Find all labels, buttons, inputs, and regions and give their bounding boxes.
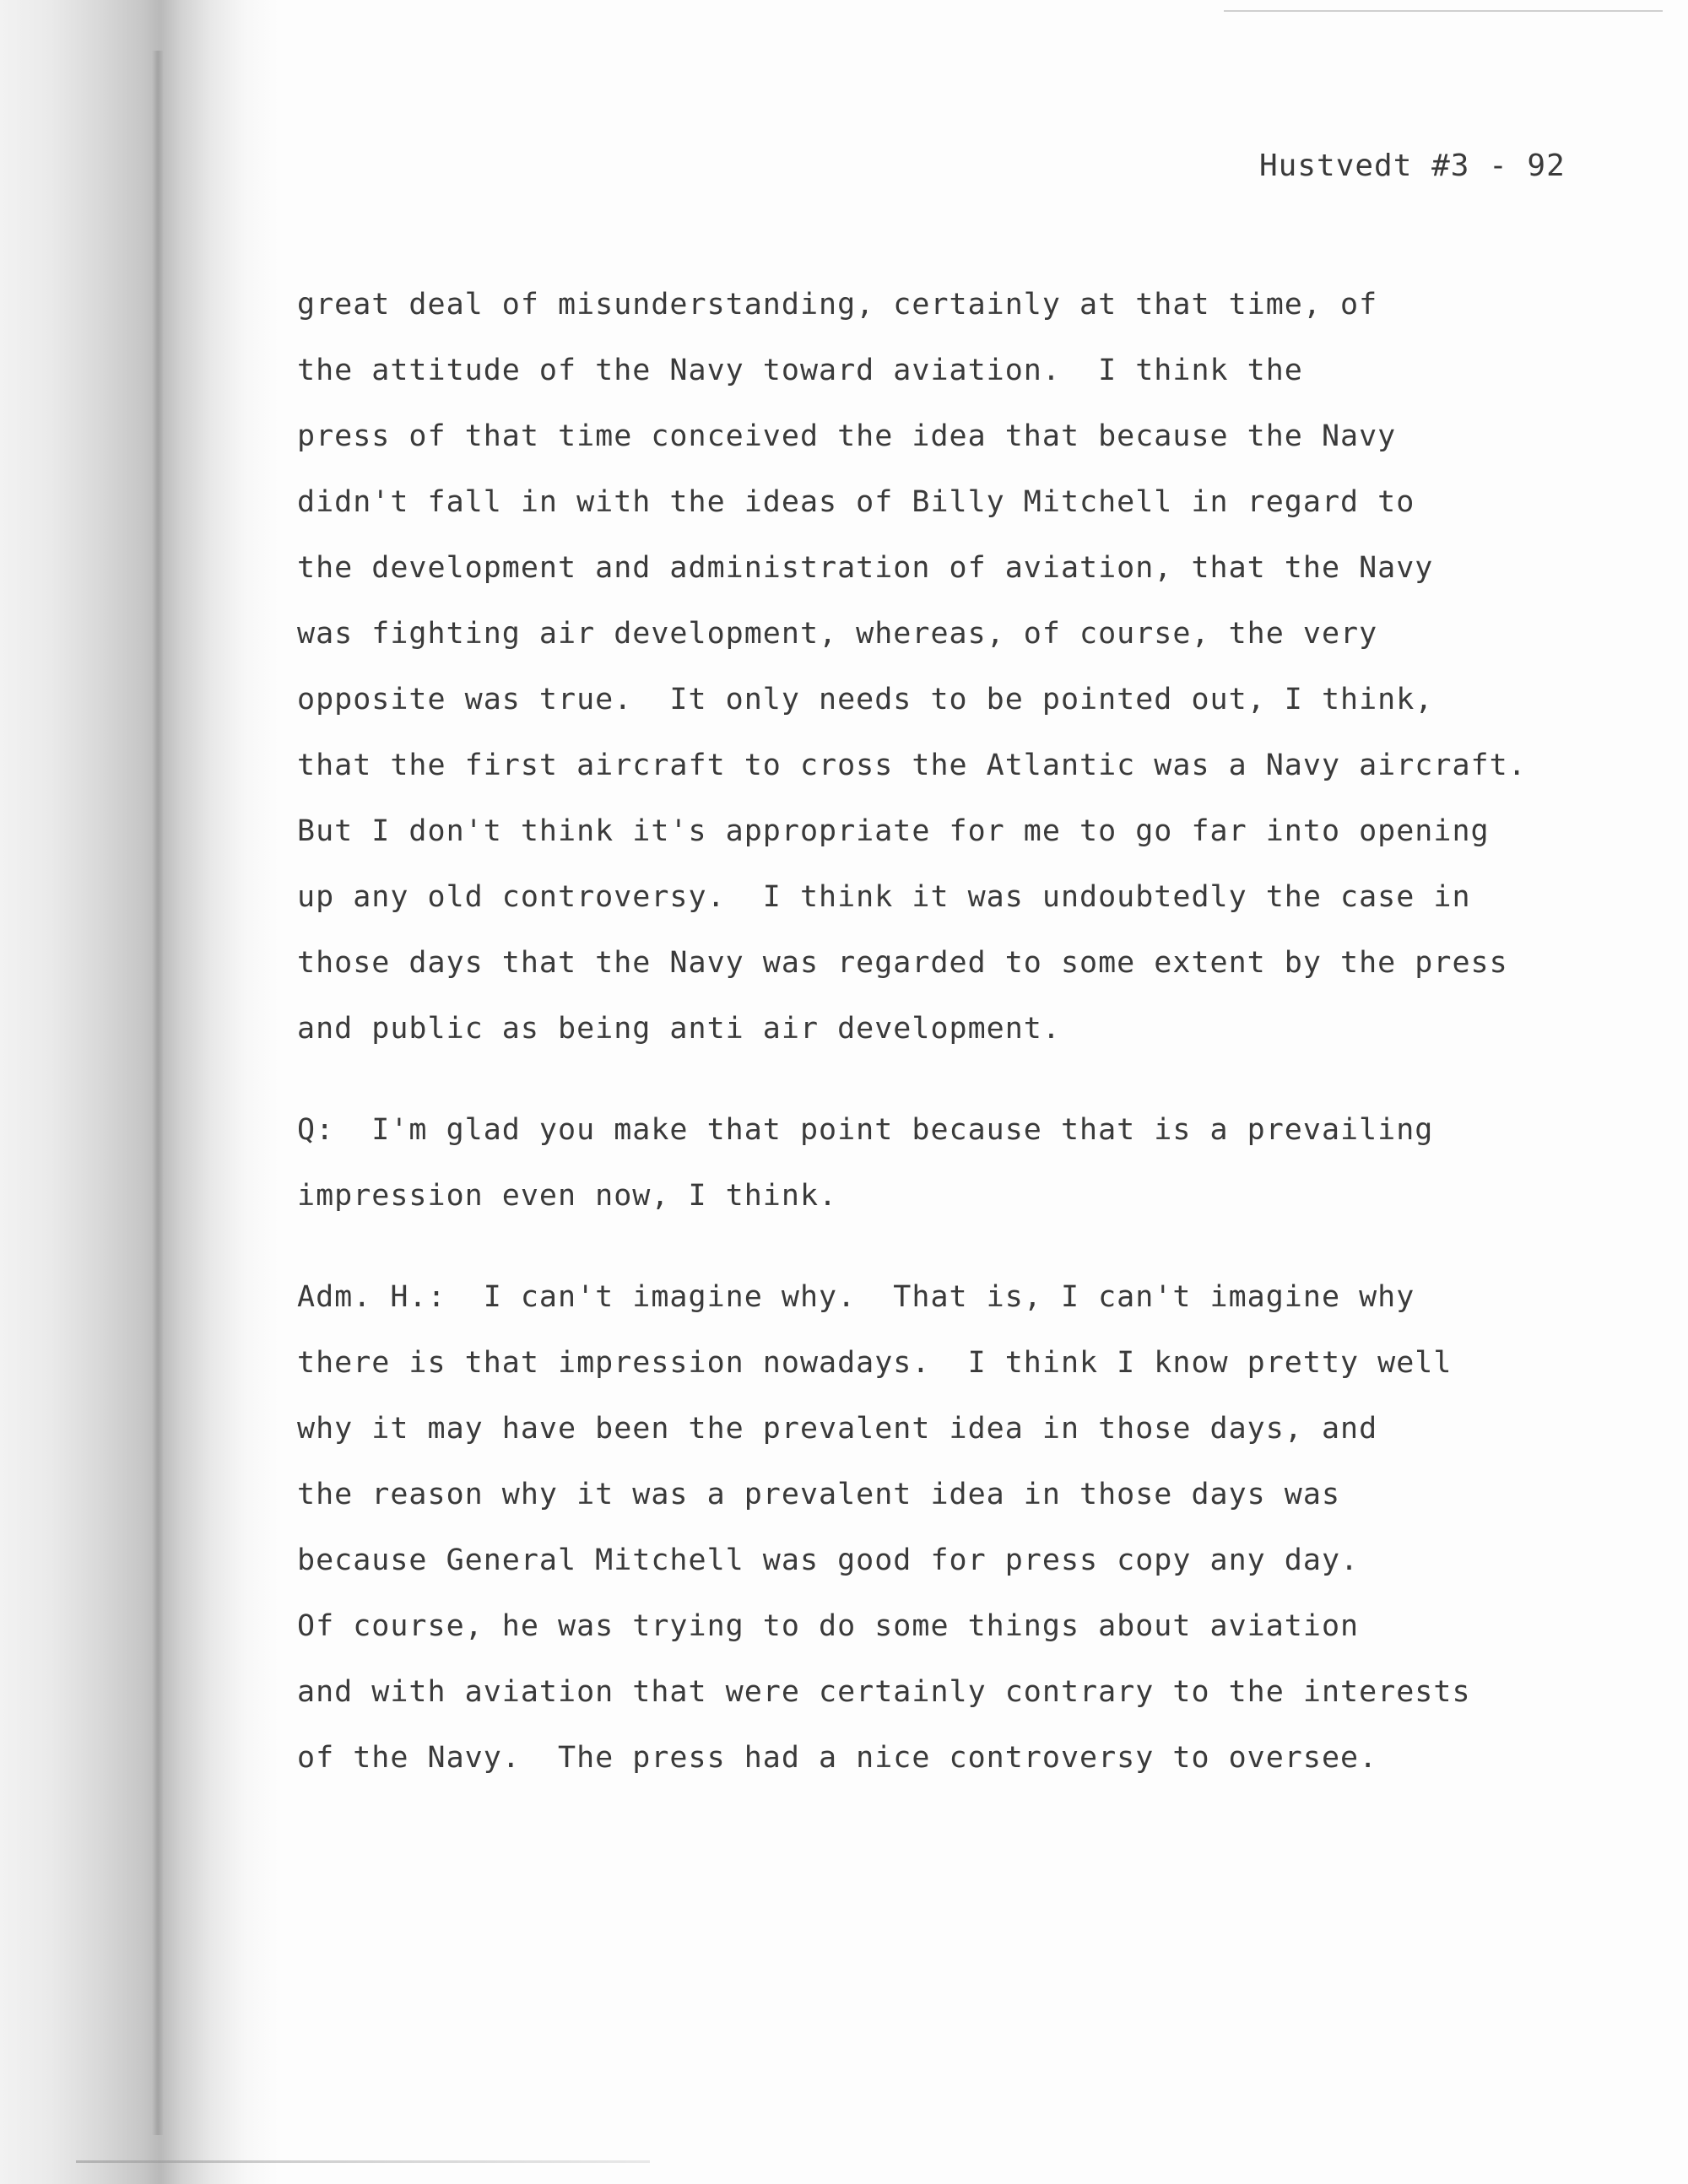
paragraph xyxy=(297,272,1647,1062)
text-line: the development and administration of aviation, that the Navy xyxy=(297,551,1434,585)
paragraph-gap xyxy=(297,1229,1647,1264)
paragraph-answer xyxy=(297,1264,1647,1791)
text-line: Adm. H.: I can't imagine why. That is, I can't imagine why xyxy=(297,1280,1415,1314)
text-line: But I don't think it's appropriate for me to go far into opening xyxy=(297,814,1490,848)
text-line: Q: I'm glad you make that point because that is a prevailing xyxy=(297,1113,1434,1147)
page-header: Hustvedt #3 - 92 xyxy=(1259,149,1566,183)
text-line: those days that the Navy was regarded to some extent by the press xyxy=(297,946,1508,980)
text-line: of the Navy. The press had a nice controversy to oversee. xyxy=(297,1741,1378,1775)
paragraph-question xyxy=(297,1097,1647,1229)
bottom-edge-line xyxy=(76,2160,650,2163)
text-line: up any old controversy. I think it was undoubtedly the case in xyxy=(297,880,1471,914)
text-line: the attitude of the Navy toward aviation. I think the xyxy=(297,354,1303,387)
text-line: impression even now, I think. xyxy=(297,1179,838,1213)
text-line: press of that time conceived the idea that because the Navy xyxy=(297,419,1397,453)
text-line: and with aviation that were certainly contrary to the interests xyxy=(297,1675,1471,1709)
text-line: great deal of misunderstanding, certainly at that time, of xyxy=(297,288,1378,322)
text-line: that the first aircraft to cross the Atlantic was a Navy aircraft. xyxy=(297,749,1527,782)
text-line: why it may have been the prevalent idea in those days, and xyxy=(297,1412,1378,1446)
text-line: the reason why it was a prevalent idea in those days was xyxy=(297,1478,1341,1511)
text-line: because General Mitchell was good for press copy any day. xyxy=(297,1543,1360,1577)
text-line: there is that impression nowadays. I think I know pretty well xyxy=(297,1346,1453,1380)
text-line: didn't fall in with the ideas of Billy Mitchell in regard to xyxy=(297,485,1415,519)
binding-crease xyxy=(152,51,164,2135)
transcript-body xyxy=(297,272,1647,1791)
text-line: and public as being anti air development. xyxy=(297,1012,1061,1046)
paragraph-gap xyxy=(297,1062,1647,1097)
text-line: was fighting air development, whereas, of course, the very xyxy=(297,617,1378,651)
binding-shadow xyxy=(0,0,279,2184)
top-edge-line xyxy=(1224,10,1663,12)
text-line: opposite was true. It only needs to be pointed out, I think, xyxy=(297,683,1434,716)
text-line: Of course, he was trying to do some things about aviation xyxy=(297,1609,1360,1643)
